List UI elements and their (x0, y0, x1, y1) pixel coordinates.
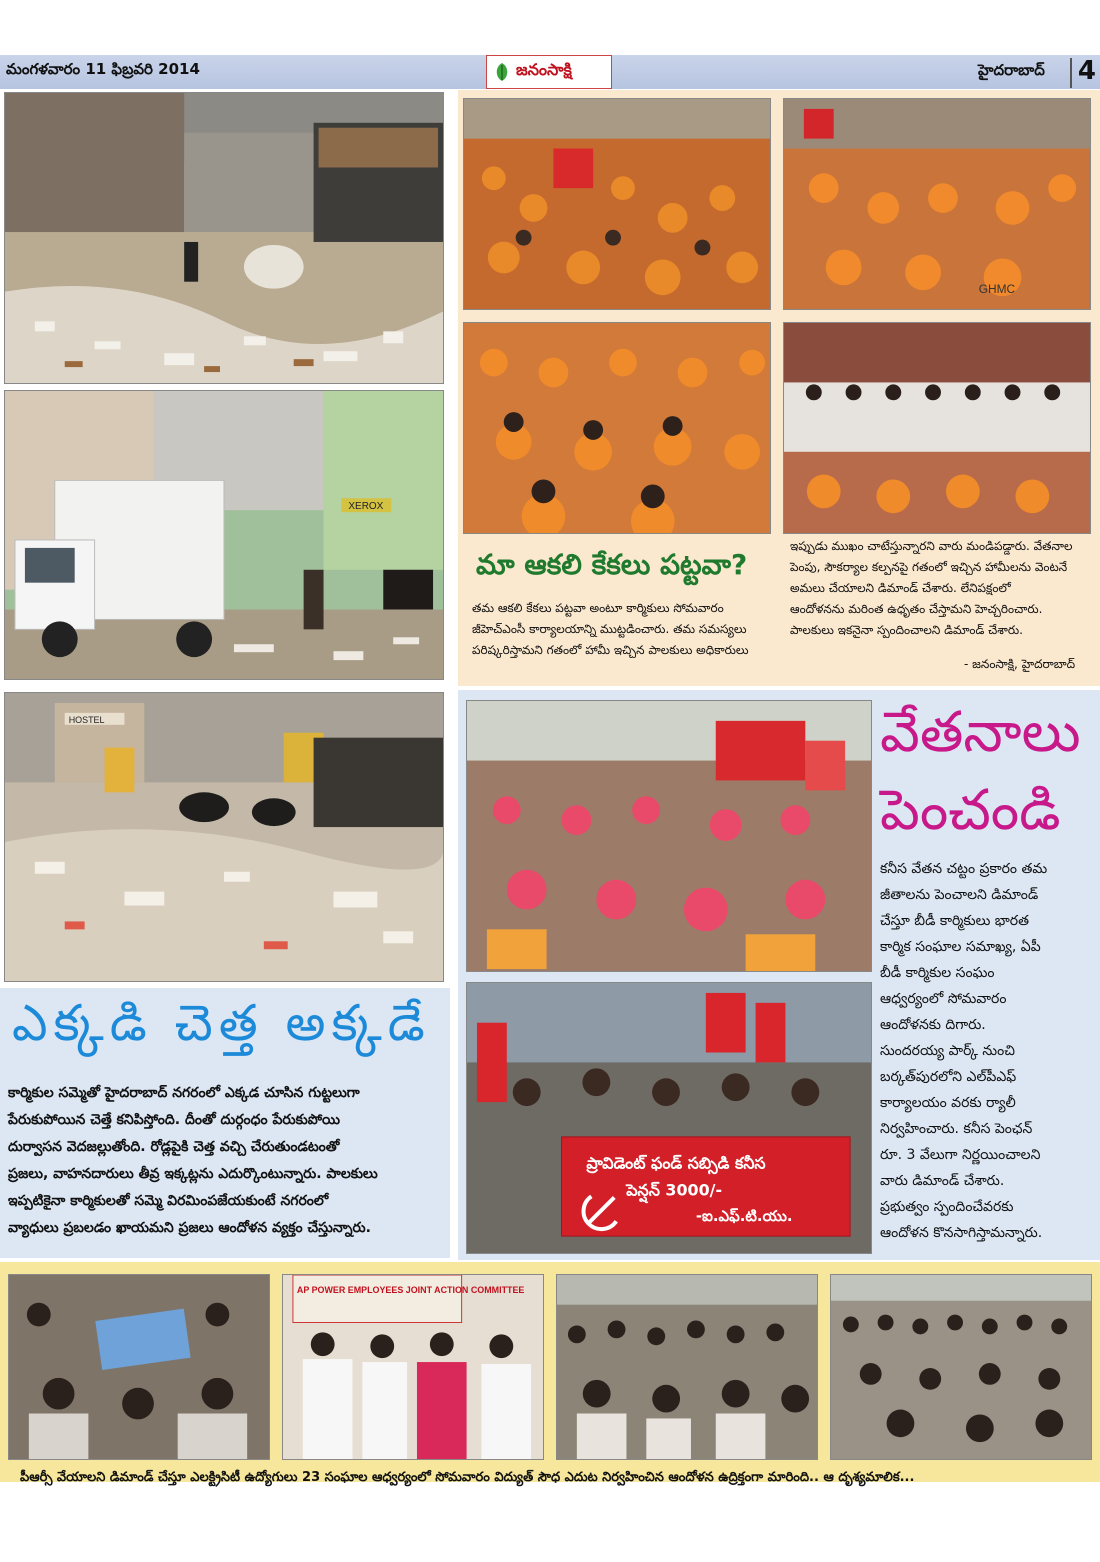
wages-story-body (880, 856, 1095, 1246)
garbage-line: దుర్వాసన వెదజల్లుతోంది. రోడ్లపైకి చెత్త వచ్చి చేరుతుండటంతో (8, 1139, 340, 1155)
banner-line-2: పెన్షన్ 3000/- (626, 1180, 723, 1200)
hunger-headline: మా ఆకలి కేకలు పట్టవా? (476, 548, 748, 581)
hunger-col1-line: పరిష్కరిస్తామని గతంలో హామీ ఇచ్చిన పాలకులు అధికారులు (472, 643, 749, 657)
hunger-col2-line: ఆందోళనను మరింత ఉధృతం చేస్తామని హెచ్చరించారు. (790, 602, 1043, 616)
wages-line: రూ. 3 వేలుగా నిర్ణయించాలని (880, 1147, 1041, 1163)
power-protest-photo-1 (8, 1274, 270, 1460)
wages-line: ఆధ్వర్యంలో సోమవారం (880, 991, 1007, 1007)
garbage-line: కార్మికుల సమ్మెతో హైదరాబాద్ నగరంలో ఎక్కడ చూసిన గుట్టలుగా (8, 1085, 360, 1101)
page-number: 4 (1077, 56, 1096, 86)
power-protest-photo-3 (556, 1274, 818, 1460)
wages-line: కార్యాలయం వరకు ర్యాలీ (880, 1095, 1016, 1111)
hunger-col2-line: పాలకులు ఇకనైనా స్పందించాలని డిమాండ్ చేశారు. (790, 623, 1023, 637)
ghmc-protest-photo-3 (463, 322, 771, 534)
hunger-col2-line: ఇప్పుడు ముఖం చాటేస్తున్నారని వారు మండిపడ్డారు. వేతనాల (790, 539, 1073, 553)
power-protest-caption: పీఆర్సీ వేయాలని డిమాండ్ చేస్తూ ఎలక్ట్రిసిటీ ఉద్యోగులు 23 సంఘాల ఆధ్వర్యంలో సోమవారం విద్యుత్ సౌధ ఎదుట నిర్వహించిన ఆందోళన ఉద్రిక్తంగా మారింది.. ఆ దృశ్యమాలిక... (20, 1470, 915, 1485)
hunger-story-col2 (790, 536, 1095, 641)
power-protest-photo-2 (282, 1274, 544, 1460)
hunger-col1-line: జీహెచ్ఎంసీ కార్యాలయాన్ని ముట్టడించారు. తమ సమస్యలు (472, 622, 747, 636)
garbage-line: వ్యాధులు ప్రబలడం ఖాయమని ప్రజలు ఆందోళన వ్యక్తం చేస్తున్నారు. (8, 1220, 371, 1236)
garbage-truck-photo (4, 390, 444, 680)
ghmc-protest-photo-4 (783, 322, 1091, 534)
garbage-photo-1 (4, 92, 444, 384)
beedi-workers-rally-photo (466, 982, 872, 1254)
wages-headline-line2: పెంచండి (880, 778, 1061, 843)
beedi-workers-photo-1 (466, 700, 872, 972)
wages-line: ఆందోళన కొనసాగిస్తామన్నారు. (880, 1225, 1043, 1241)
issue-date: మంగళవారం 11 ఫిబ్రవరి 2014 (6, 60, 200, 78)
ghmc-protest-photo-2 (783, 98, 1091, 310)
wages-line: ఆందోళనకు దిగారు. (880, 1017, 986, 1033)
wages-line: బీడీ కార్మికుల సంఘం (880, 965, 995, 981)
hostel-sign-text: HOSTEL (68, 714, 105, 725)
garbage-line: ఇప్పటికైనా కార్మికులతో సమ్మె విరమింపజేయకుంటే నగరంలో (8, 1193, 329, 1209)
garbage-line: పేరుకుపోయిన చెత్తే కనిపిస్తోంది. దీంతో దుర్గంధం పేరుకుపోయి (8, 1112, 340, 1128)
xerox-sign-text: XEROX (348, 501, 384, 513)
wages-line: కనీస వేతన చట్టం ప్రకారం తమ (880, 861, 1048, 877)
wages-line: వారు డిమాండ్ చేశారు. (880, 1173, 1005, 1189)
jac-placard-text: AP POWER EMPLOYEES JOINT ACTION COMMITTEE (296, 1284, 525, 1295)
garbage-photo-3 (4, 692, 444, 982)
page-number-divider (1070, 58, 1072, 88)
banner-line-3: -ఐ.ఎఫ్.టి.యు. (695, 1207, 793, 1226)
hunger-col2-line: పెంపు, సౌకర్యాల కల్పనపై గతంలో ఇచ్చిన హామీలను వెంటనే (790, 560, 1068, 574)
wages-line: కార్మిక సంఘాల సమాఖ్య, ఏపీ (880, 939, 1041, 955)
garbage-story-body (8, 1080, 446, 1242)
hunger-col1-line: తమ ఆకలి కేకలు పట్టవా అంటూ కార్మికులు సోమవారం (472, 601, 724, 615)
garbage-line: ప్రజలు, వాహనదారులు తీవ్ర ఇక్కట్లను ఎదుర్కొంటున్నారు. పాలకులు (8, 1166, 378, 1182)
wages-line: బర్కత్‌పురలోని ఎల్‌పీఎఫ్ (880, 1069, 1017, 1085)
ghmc-protest-photo-1 (463, 98, 771, 310)
hunger-col2-line: అమలు చేయాలని డిమాండ్ చేశారు. లేనిపక్షంలో (790, 581, 1011, 595)
leaf-logo-icon (491, 61, 513, 83)
wages-line: ప్రభుత్వం స్పందించేవరకు (880, 1199, 1014, 1215)
wages-line: జీతాలను పెంచాలని డిమాండ్ (880, 887, 1039, 903)
masthead-title: జనంసాక్షి (516, 60, 572, 79)
hunger-story-col1 (472, 598, 777, 661)
banner-line-1: ప్రావిడెంట్ ఫండ్ సబ్సిడి కనీస (586, 1153, 766, 1173)
edition-city: హైదరాబాద్ (978, 61, 1045, 79)
wages-headline-line1: వేతనాలు (880, 700, 1081, 765)
ghmc-vest-text: GHMC (978, 282, 1016, 297)
wages-line: చేస్తూ బీడీ కార్మికులు భారత (880, 913, 1029, 929)
wages-line: సుందరయ్య పార్క్ నుంచి (880, 1043, 1015, 1059)
garbage-headline: ఎక్కడి చెత్త అక్కడే (12, 994, 431, 1052)
wages-line: నిర్వహించారు. కనీస పెంఛన్ (880, 1121, 1033, 1137)
hunger-story-credit: - జనంసాక్షి, హైదరాబాద్ (964, 657, 1076, 671)
power-protest-photo-4 (830, 1274, 1092, 1460)
